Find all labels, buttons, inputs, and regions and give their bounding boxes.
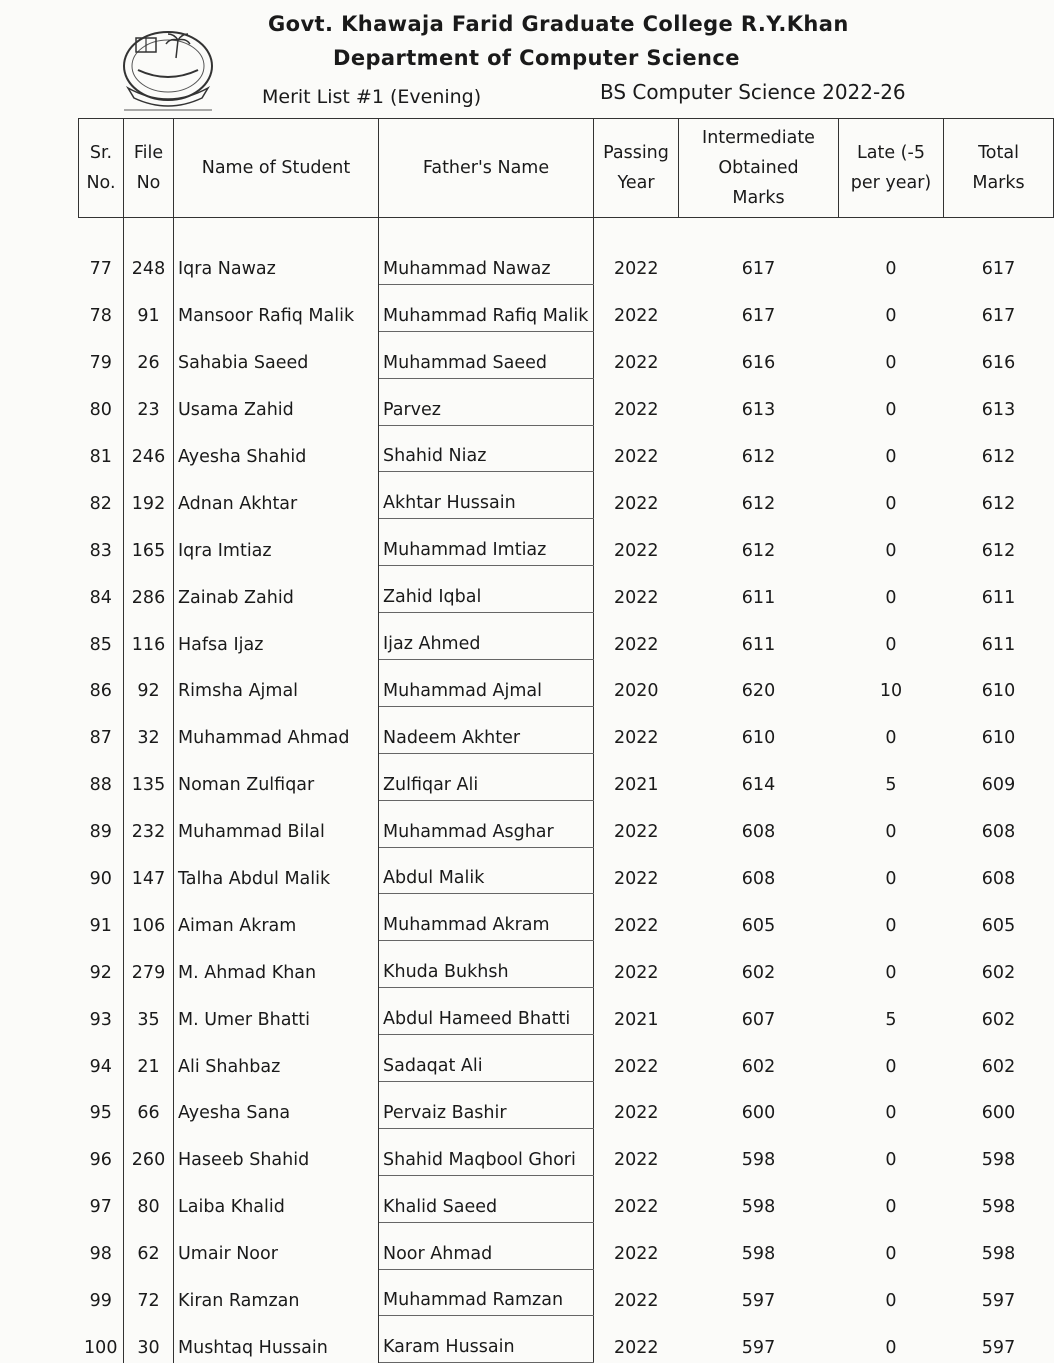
- table-spacer: [79, 218, 1054, 239]
- col-marks: Intermediate Obtained Marks: [679, 119, 839, 218]
- intermediate-marks-cell: 608: [741, 822, 776, 843]
- total-marks-cell: 611: [981, 634, 1016, 655]
- table-row: [79, 519, 1054, 566]
- file-no-cell: 66: [124, 1082, 174, 1129]
- father-name-cell: Zahid Iqbal: [379, 566, 594, 613]
- passing-year-cell: 2022: [613, 1056, 659, 1077]
- passing-year-cell: 2022: [613, 822, 659, 843]
- passing-year-cell: 2022: [613, 1244, 659, 1265]
- father-name-cell: Pervaiz Bashir: [379, 1082, 594, 1129]
- father-name-cell: Abdul Malik: [379, 847, 594, 894]
- total-marks-cell: 613: [981, 400, 1016, 421]
- father-name-cell: Zulfiqar Ali: [379, 753, 594, 800]
- total-marks-cell: 610: [981, 728, 1016, 749]
- file-no-cell: 62: [124, 1222, 174, 1269]
- sr-cell: 83: [79, 519, 124, 566]
- passing-year-cell: 2022: [613, 259, 659, 280]
- passing-year-cell: 2022: [613, 915, 659, 936]
- table-header-row: [79, 119, 1054, 218]
- intermediate-marks-cell: 612: [741, 540, 776, 561]
- student-name-cell: Kiran Ramzan: [174, 1269, 379, 1316]
- passing-year-cell: 2022: [613, 446, 659, 467]
- late-deduction-cell: 0: [885, 587, 897, 608]
- file-no-cell: 147: [124, 847, 174, 894]
- file-no-cell: 135: [124, 753, 174, 800]
- intermediate-marks-cell: 607: [741, 1009, 776, 1030]
- table-row: [79, 894, 1054, 941]
- file-no-cell: 165: [124, 519, 174, 566]
- intermediate-marks-cell: 620: [741, 681, 776, 702]
- file-no-cell: 91: [124, 284, 174, 331]
- intermediate-marks-cell: 605: [741, 915, 776, 936]
- father-name-cell: Muhammad Rafiq Malik: [379, 284, 594, 331]
- late-deduction-cell: 0: [885, 728, 897, 749]
- total-marks-cell: 616: [981, 353, 1016, 374]
- passing-year-cell: 2022: [613, 400, 659, 421]
- table-row: [79, 1316, 1054, 1363]
- college-name: Govt. Khawaja Farid Graduate College R.Y.Khan: [268, 12, 849, 36]
- total-marks-cell: 617: [981, 306, 1016, 327]
- col-name: Name of Student: [174, 119, 379, 218]
- file-no-cell: 248: [124, 238, 174, 284]
- file-no-cell: 232: [124, 800, 174, 847]
- passing-year-cell: 2022: [613, 587, 659, 608]
- table-row: [79, 1035, 1054, 1082]
- total-marks-cell: 612: [981, 540, 1016, 561]
- table-row: [79, 847, 1054, 894]
- late-deduction-cell: 5: [885, 1009, 897, 1030]
- sr-cell: 86: [79, 660, 124, 707]
- passing-year-cell: 2022: [613, 868, 659, 889]
- total-marks-cell: 617: [981, 259, 1016, 280]
- father-name-cell: Muhammad Ramzan: [379, 1269, 594, 1316]
- passing-year-cell: 2022: [613, 1150, 659, 1171]
- sr-cell: 98: [79, 1222, 124, 1269]
- student-name-cell: M. Umer Bhatti: [174, 988, 379, 1035]
- table-row: [79, 331, 1054, 378]
- student-name-cell: Mushtaq Hussain: [174, 1316, 379, 1363]
- file-no-cell: 286: [124, 566, 174, 613]
- father-name-cell: Shahid Maqbool Ghori: [379, 1128, 594, 1175]
- father-name-cell: Parvez: [379, 378, 594, 425]
- father-name-cell: Khalid Saeed: [379, 1175, 594, 1222]
- sr-cell: 84: [79, 566, 124, 613]
- father-name-cell: Abdul Hameed Bhatti: [379, 988, 594, 1035]
- intermediate-marks-cell: 600: [741, 1103, 776, 1124]
- student-name-cell: Ayesha Shahid: [174, 425, 379, 472]
- table-row: [79, 941, 1054, 988]
- intermediate-marks-cell: 611: [741, 587, 776, 608]
- late-deduction-cell: 0: [885, 915, 897, 936]
- late-deduction-cell: 0: [885, 1244, 897, 1265]
- late-deduction-cell: 0: [885, 400, 897, 421]
- col-file: File No: [124, 119, 174, 218]
- passing-year-cell: 2021: [613, 1009, 659, 1030]
- table-row: [79, 753, 1054, 800]
- student-name-cell: Iqra Nawaz: [174, 238, 379, 284]
- student-name-cell: Zainab Zahid: [174, 566, 379, 613]
- father-name-cell: Khuda Bukhsh: [379, 941, 594, 988]
- table-row: [79, 988, 1054, 1035]
- late-deduction-cell: 0: [885, 868, 897, 889]
- file-no-cell: 279: [124, 941, 174, 988]
- table-row: [79, 472, 1054, 519]
- student-name-cell: Mansoor Rafiq Malik: [174, 284, 379, 331]
- late-deduction-cell: 0: [885, 259, 897, 280]
- student-name-cell: Laiba Khalid: [174, 1175, 379, 1222]
- total-marks-cell: 598: [981, 1197, 1016, 1218]
- father-name-cell: Muhammad Imtiaz: [379, 519, 594, 566]
- file-no-cell: 106: [124, 894, 174, 941]
- late-deduction-cell: 0: [885, 306, 897, 327]
- student-name-cell: Muhammad Ahmad: [174, 706, 379, 753]
- late-deduction-cell: 0: [885, 634, 897, 655]
- total-marks-cell: 597: [981, 1290, 1016, 1311]
- intermediate-marks-cell: 602: [741, 962, 776, 983]
- passing-year-cell: 2022: [613, 634, 659, 655]
- father-name-cell: Sadaqat Ali: [379, 1035, 594, 1082]
- total-marks-cell: 608: [981, 868, 1016, 889]
- table-row: [79, 660, 1054, 707]
- passing-year-cell: 2021: [613, 775, 659, 796]
- sr-cell: 81: [79, 425, 124, 472]
- father-name-cell: Karam Hussain: [379, 1316, 594, 1363]
- merit-table: [78, 118, 1054, 1363]
- student-name-cell: Usama Zahid: [174, 378, 379, 425]
- sr-cell: 95: [79, 1082, 124, 1129]
- file-no-cell: 192: [124, 472, 174, 519]
- table-row: [79, 1269, 1054, 1316]
- intermediate-marks-cell: 598: [741, 1244, 776, 1265]
- table-row: [79, 706, 1054, 753]
- late-deduction-cell: 0: [885, 493, 897, 514]
- col-father: Father's Name: [379, 119, 594, 218]
- intermediate-marks-cell: 613: [741, 400, 776, 421]
- file-no-cell: 35: [124, 988, 174, 1035]
- col-total: Total Marks: [944, 119, 1054, 218]
- department-name: Department of Computer Science: [333, 46, 740, 70]
- intermediate-marks-cell: 597: [741, 1290, 776, 1311]
- sr-cell: 99: [79, 1269, 124, 1316]
- sr-cell: 87: [79, 706, 124, 753]
- table-row: [79, 566, 1054, 613]
- file-no-cell: 30: [124, 1316, 174, 1363]
- father-name-cell: Muhammad Nawaz: [379, 238, 594, 284]
- total-marks-cell: 610: [981, 681, 1016, 702]
- document-header: [0, 0, 1054, 118]
- passing-year-cell: 2022: [613, 1103, 659, 1124]
- file-no-cell: 116: [124, 613, 174, 660]
- late-deduction-cell: 0: [885, 540, 897, 561]
- merit-list-title: Merit List #1 (Evening): [262, 86, 482, 108]
- intermediate-marks-cell: 612: [741, 493, 776, 514]
- intermediate-marks-cell: 611: [741, 634, 776, 655]
- sr-cell: 88: [79, 753, 124, 800]
- sr-cell: 92: [79, 941, 124, 988]
- file-no-cell: 21: [124, 1035, 174, 1082]
- total-marks-cell: 600: [981, 1103, 1016, 1124]
- intermediate-marks-cell: 616: [741, 353, 776, 374]
- file-no-cell: 92: [124, 660, 174, 707]
- passing-year-cell: 2020: [613, 681, 659, 702]
- passing-year-cell: 2022: [613, 962, 659, 983]
- intermediate-marks-cell: 617: [741, 306, 776, 327]
- sr-cell: 89: [79, 800, 124, 847]
- passing-year-cell: 2022: [613, 1337, 659, 1358]
- intermediate-marks-cell: 610: [741, 728, 776, 749]
- late-deduction-cell: 0: [885, 822, 897, 843]
- late-deduction-cell: 0: [885, 1290, 897, 1311]
- sr-cell: 79: [79, 331, 124, 378]
- father-name-cell: Muhammad Saeed: [379, 331, 594, 378]
- late-deduction-cell: 5: [885, 775, 897, 796]
- sr-cell: 93: [79, 988, 124, 1035]
- late-deduction-cell: 0: [885, 962, 897, 983]
- student-name-cell: Umair Noor: [174, 1222, 379, 1269]
- file-no-cell: 260: [124, 1128, 174, 1175]
- sr-cell: 90: [79, 847, 124, 894]
- student-name-cell: Noman Zulfiqar: [174, 753, 379, 800]
- intermediate-marks-cell: 602: [741, 1056, 776, 1077]
- col-year: Passing Year: [594, 119, 679, 218]
- table-row: [79, 284, 1054, 331]
- late-deduction-cell: 0: [885, 446, 897, 467]
- passing-year-cell: 2022: [613, 1290, 659, 1311]
- late-deduction-cell: 0: [885, 1103, 897, 1124]
- total-marks-cell: 609: [981, 775, 1016, 796]
- passing-year-cell: 2022: [613, 353, 659, 374]
- father-name-cell: Noor Ahmad: [379, 1222, 594, 1269]
- sr-cell: 80: [79, 378, 124, 425]
- file-no-cell: 32: [124, 706, 174, 753]
- total-marks-cell: 602: [981, 1056, 1016, 1077]
- table-row: [79, 613, 1054, 660]
- total-marks-cell: 611: [981, 587, 1016, 608]
- father-name-cell: Shahid Niaz: [379, 425, 594, 472]
- intermediate-marks-cell: 614: [741, 775, 776, 796]
- student-name-cell: Haseeb Shahid: [174, 1128, 379, 1175]
- student-name-cell: Ayesha Sana: [174, 1082, 379, 1129]
- total-marks-cell: 598: [981, 1150, 1016, 1171]
- table-row: [79, 425, 1054, 472]
- father-name-cell: Muhammad Akram: [379, 894, 594, 941]
- student-name-cell: M. Ahmad Khan: [174, 941, 379, 988]
- total-marks-cell: 612: [981, 446, 1016, 467]
- student-name-cell: Rimsha Ajmal: [174, 660, 379, 707]
- file-no-cell: 80: [124, 1175, 174, 1222]
- intermediate-marks-cell: 608: [741, 868, 776, 889]
- late-deduction-cell: 10: [879, 681, 903, 702]
- sr-cell: 85: [79, 613, 124, 660]
- student-name-cell: Ali Shahbaz: [174, 1035, 379, 1082]
- total-marks-cell: 602: [981, 1009, 1016, 1030]
- passing-year-cell: 2022: [613, 540, 659, 561]
- father-name-cell: Muhammad Asghar: [379, 800, 594, 847]
- passing-year-cell: 2022: [613, 493, 659, 514]
- intermediate-marks-cell: 617: [741, 259, 776, 280]
- student-name-cell: Hafsa Ijaz: [174, 613, 379, 660]
- table-row: [79, 378, 1054, 425]
- total-marks-cell: 608: [981, 822, 1016, 843]
- table-row: [79, 1128, 1054, 1175]
- student-name-cell: Aiman Akram: [174, 894, 379, 941]
- father-name-cell: Nadeem Akhter: [379, 706, 594, 753]
- intermediate-marks-cell: 598: [741, 1150, 776, 1171]
- sr-cell: 97: [79, 1175, 124, 1222]
- file-no-cell: 26: [124, 331, 174, 378]
- sr-cell: 82: [79, 472, 124, 519]
- file-no-cell: 72: [124, 1269, 174, 1316]
- total-marks-cell: 597: [981, 1337, 1016, 1358]
- student-name-cell: Sahabia Saeed: [174, 331, 379, 378]
- college-logo-icon: [118, 18, 218, 114]
- total-marks-cell: 598: [981, 1244, 1016, 1265]
- passing-year-cell: 2022: [613, 1197, 659, 1218]
- total-marks-cell: 612: [981, 493, 1016, 514]
- student-name-cell: Talha Abdul Malik: [174, 847, 379, 894]
- late-deduction-cell: 0: [885, 1337, 897, 1358]
- student-name-cell: Iqra Imtiaz: [174, 519, 379, 566]
- table-row: [79, 800, 1054, 847]
- late-deduction-cell: 0: [885, 1150, 897, 1171]
- sr-cell: 94: [79, 1035, 124, 1082]
- table-row: [79, 238, 1054, 284]
- table-row: [79, 1175, 1054, 1222]
- passing-year-cell: 2022: [613, 306, 659, 327]
- late-deduction-cell: 0: [885, 353, 897, 374]
- col-late: Late (-5 per year): [839, 119, 944, 218]
- sr-cell: 77: [79, 238, 124, 284]
- col-sr: Sr. No.: [79, 119, 124, 218]
- intermediate-marks-cell: 597: [741, 1337, 776, 1358]
- table-row: [79, 1222, 1054, 1269]
- program-title: BS Computer Science 2022-26: [600, 80, 906, 104]
- total-marks-cell: 602: [981, 962, 1016, 983]
- student-name-cell: Adnan Akhtar: [174, 472, 379, 519]
- intermediate-marks-cell: 612: [741, 446, 776, 467]
- father-name-cell: Muhammad Ajmal: [379, 660, 594, 707]
- file-no-cell: 23: [124, 378, 174, 425]
- sr-cell: 96: [79, 1128, 124, 1175]
- total-marks-cell: 605: [981, 915, 1016, 936]
- father-name-cell: Akhtar Hussain: [379, 472, 594, 519]
- late-deduction-cell: 0: [885, 1197, 897, 1218]
- intermediate-marks-cell: 598: [741, 1197, 776, 1218]
- table-row: [79, 1082, 1054, 1129]
- sr-cell: 91: [79, 894, 124, 941]
- late-deduction-cell: 0: [885, 1056, 897, 1077]
- student-name-cell: Muhammad Bilal: [174, 800, 379, 847]
- sr-cell: 78: [79, 284, 124, 331]
- passing-year-cell: 2022: [613, 728, 659, 749]
- file-no-cell: 246: [124, 425, 174, 472]
- father-name-cell: Ijaz Ahmed: [379, 613, 594, 660]
- sr-cell: 100: [79, 1316, 124, 1363]
